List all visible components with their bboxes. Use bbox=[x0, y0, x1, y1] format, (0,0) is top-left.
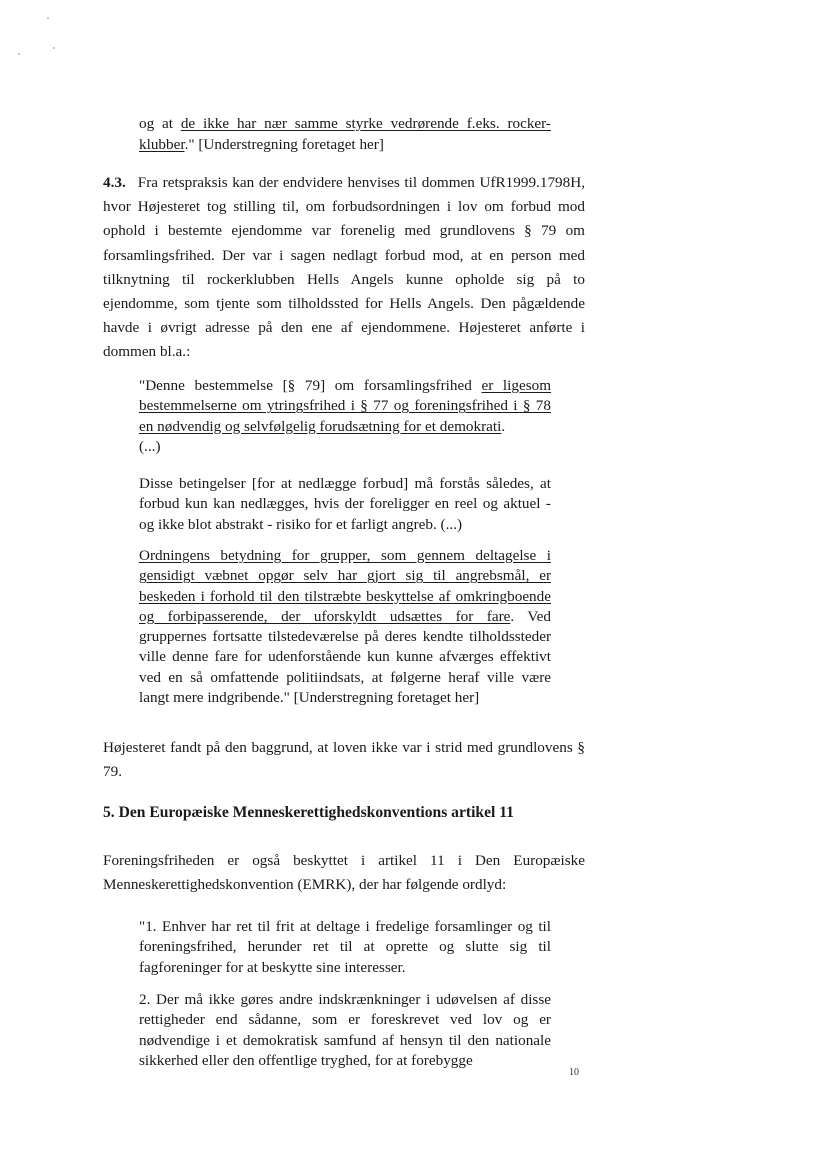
quote-ellipsis: (...) bbox=[139, 438, 161, 455]
article-11-paragraph-1: "1. Enhver har ret til frit at deltage i fredelige forsamlinger og til foreningsfrihed, herunder ret til at oprette og slutte sig til fagforeninger for at beskytte sine interesser. bbox=[139, 918, 551, 976]
section-4-3-paragraph bbox=[103, 171, 585, 365]
scan-speck bbox=[53, 47, 55, 49]
scan-speck bbox=[47, 17, 49, 19]
section-5-intro: Foreningsfriheden er også beskyttet i artikel 11 i Den Europæiske Menneskerettighedskonvention (EMRK), der har følgende ordlyd: bbox=[103, 852, 585, 894]
quote-underlined-text: er ligesom bestemmelserne om ytringsfrihed i § 77 og foreningsfrihed i § 78 en nødvendig og selvfølgelig forudsætning for et demokrati bbox=[139, 377, 552, 435]
section-number: 4.3. bbox=[103, 174, 126, 191]
court-quote-paragraph-3 bbox=[139, 546, 551, 708]
court-quote-paragraph-2: Disse betingelser [for at nedlægge forbud] må forstås således, at forbud kun kan nedlægges, hvis der foreligger en reel og aktuel - og ikke blot abstrakt - risiko for et farligt angreb. (...) bbox=[139, 475, 551, 533]
quote-underlined-text: Ordningens betydning for grupper, som gennem deltagelse i gensidigt væbnet opgør selv har gjort sig til angrebsmål, er beskeden i forhold til den tilstræbte beskyttelse af omkringboende og forbipasserende, der uforskyldt udsættes for fare bbox=[139, 547, 551, 625]
conclusion-paragraph: Højesteret fandt på den baggrund, at loven ikke var i strid med grundlovens § 79. bbox=[103, 739, 585, 781]
quote-text: "Denne bestemmelse [§ 79] om forsamlingsfrihed bbox=[139, 377, 482, 394]
court-quote-paragraph-1 bbox=[139, 376, 551, 437]
quote-text: . Ved gruppernes fortsatte tilstedeværelse på deres kendte tilholdssteder ville denne fare for udenforstående kun kunne afværges effektivt ved en så omfattende politiindsats, at følgerne heraf ville være langt mere indgribende." [Understregning foretaget her] bbox=[139, 607, 551, 707]
quote-continuation bbox=[139, 113, 551, 155]
page-number: 10 bbox=[569, 1067, 579, 1078]
quote-underlined-text: de ikke har nær samme styrke vedrørende f.eks. rocker-klubber bbox=[139, 115, 551, 153]
scan-speck bbox=[18, 53, 20, 55]
quote-text: . bbox=[501, 417, 506, 435]
paragraph-text: Fra retspraksis kan der endvidere henvises til dommen UfR1999.1798H, hvor Højesteret tog stilling til, om forbudsordningen i lov om forbud mod ophold i bestemte ejendomme var forenelig med grundlovens § 79 om forsamlingsfrihed. Der var i sagen nedlagt forbud mod, at en person med tilknytning til rockerklubben Hells Angels kunne opholde sig på to ejendomme, som tjente som tilholdssted for Hells Angels. Den pågældende havde i øvrigt adresse på den ene af ejendommene. Højesteret anførte i dommen bl.a.: bbox=[103, 174, 585, 361]
article-11-paragraph-2: 2. Der må ikke gøres andre indskrænkninger i udøvelsen af disse rettigheder end sådanne, som er foreskrevet ved lov og er nødvendige i et demokratisk samfund af hensyn til den nationale sikkerhed eller den offentlige tryghed, for at forebygge bbox=[139, 991, 551, 1069]
quote-text: ." [Understregning foretaget her] bbox=[184, 136, 384, 153]
section-5-heading: 5. Den Europæiske Menneskerettighedskonventions artikel 11 bbox=[103, 804, 514, 821]
quote-text: og at bbox=[139, 115, 181, 132]
